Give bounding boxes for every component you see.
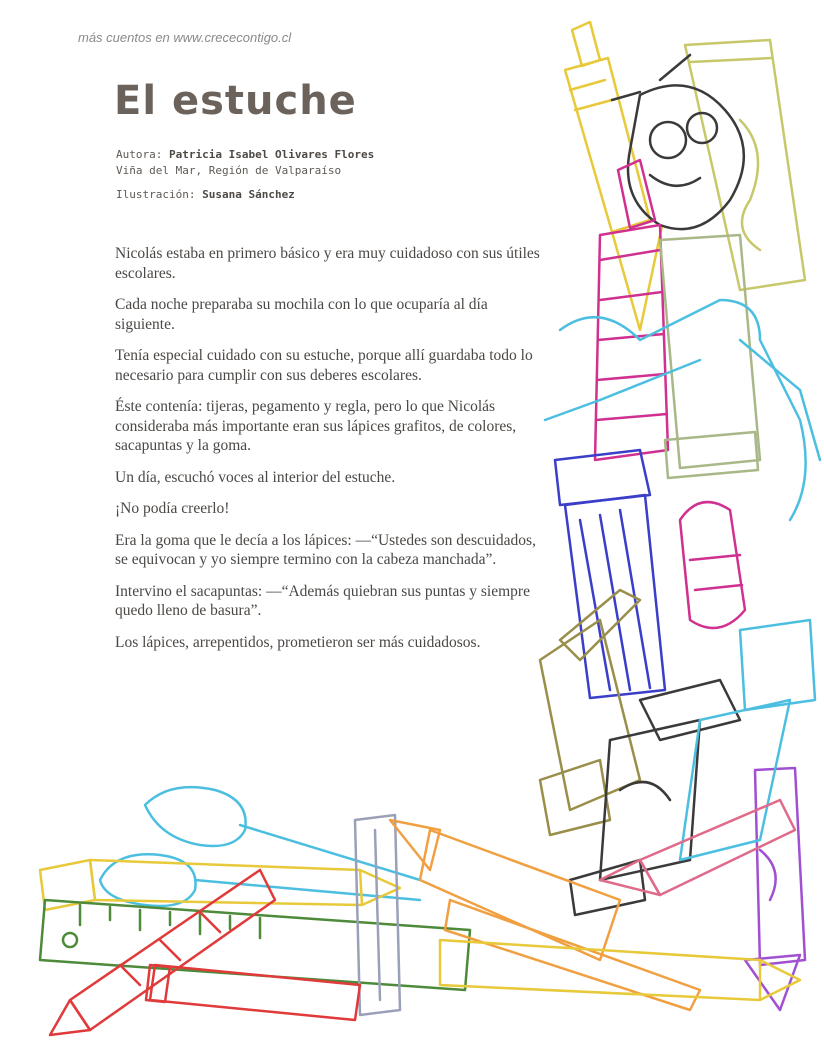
red-marker-icon [146, 965, 360, 1020]
magenta-crayon-icon [595, 160, 668, 460]
story-paragraph: Intervino el sacapuntas: —“Además quiebran sus puntas y siempre quedo lleno de basura”. [115, 582, 530, 619]
cyan-eraser-icon [680, 620, 815, 860]
site-link[interactable]: más cuentos en www.crececontigo.cl [78, 30, 292, 45]
author-location: Viña del Mar, Región de Valparaíso [116, 164, 342, 177]
cyan-scissors-icon [545, 300, 820, 520]
story-paragraph: Un día, escuchó voces al interior del estuche. [115, 468, 396, 486]
glue-tube-icon [685, 40, 805, 290]
story-paragraph: Éste contenía: tijeras, pegamento y regla, pero lo que Nicolás consideraba más importante eran sus lápices grafitos, de colores, sacapuntas y la goma. [115, 398, 517, 454]
olive-eraser-icon [660, 235, 760, 478]
purple-pencil-icon [745, 768, 805, 1010]
red-pencil-icon [50, 870, 275, 1035]
author-name: Patricia Isabel Olivares Flores [168, 148, 375, 161]
magenta-sharpener-icon [680, 502, 745, 628]
story-paragraph: Los lápices, arrepentidos, prometieron ser más cuidadosos. [115, 633, 481, 651]
dark-marker-icon [570, 680, 740, 915]
sharpener-character-icon [612, 55, 744, 229]
yellow-pencil-icon [565, 22, 662, 330]
story-paragraph: Nicolás estaba en primero básico y era muy cuidadoso con sus útiles escolares. [115, 245, 540, 282]
illustrator-name: Susana Sánchez [202, 188, 295, 201]
story-paragraph: Era la goma que le decía a los lápices: —“Ustedes son descuidados, se equivocan y yo siempre termino con la cabeza manchada”. [115, 531, 536, 568]
illustrator-label: Ilustración: [116, 188, 203, 201]
story-paragraph: Cada noche preparaba su mochila con lo que ocuparía al día siguiente. [115, 296, 488, 333]
blue-scissors-icon [100, 787, 420, 906]
orange-pencil-icon [390, 820, 700, 1010]
story-paragraph: Tenía especial cuidado con su estuche, porque allí guardaba todo lo necesario para cumplir con sus deberes escolares. [115, 347, 533, 384]
story-title: El estuche [114, 78, 357, 124]
author-label: Autora: [116, 148, 169, 161]
story-paragraph: ¡No podía creerlo! [115, 500, 230, 517]
khaki-marker-icon [540, 590, 640, 835]
yellow-pencil-lower-icon [440, 940, 800, 1000]
